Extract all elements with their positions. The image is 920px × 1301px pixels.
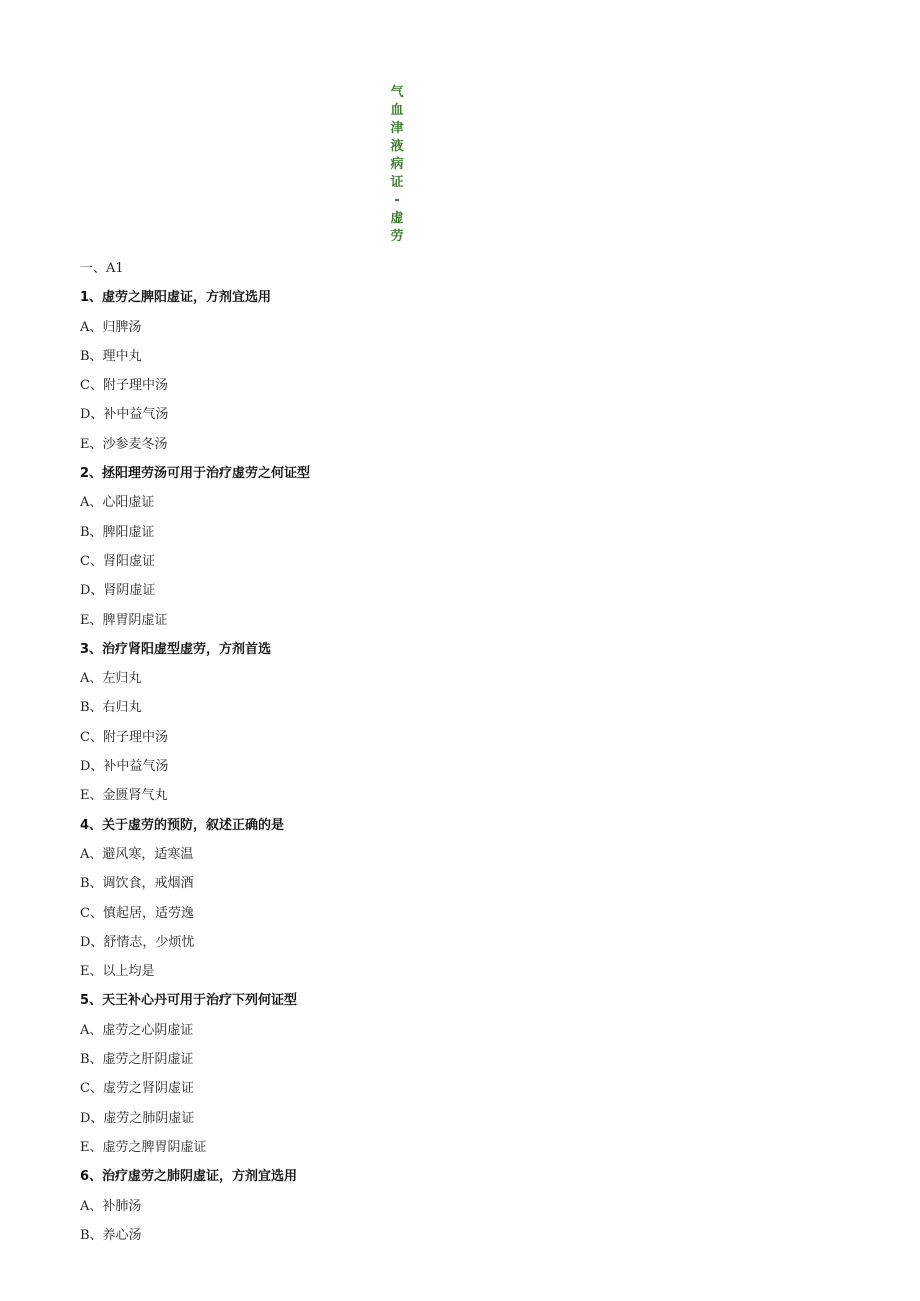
- question-block: [80, 635, 840, 811]
- answer-option: E、虚劳之脾胃阴虚证: [80, 1139, 207, 1155]
- title-char: 液: [390, 139, 404, 154]
- question-block: [80, 811, 840, 987]
- title-char: -: [394, 193, 400, 208]
- answer-option: C、慎起居，适劳逸: [80, 905, 194, 921]
- answer-option: B、理中丸: [80, 348, 142, 364]
- answer-option: D、补中益气汤: [80, 759, 169, 775]
- answer-option: E、以上均是: [80, 964, 155, 980]
- question-stem: 2、拯阳理劳汤可用于治疗虚劳之何证型: [80, 466, 311, 482]
- answer-option: A、虚劳之心阴虚证: [80, 1022, 194, 1038]
- answer-option: E、金匮肾气丸: [80, 788, 168, 804]
- section-heading: 一、A1: [80, 261, 124, 276]
- question-block: [80, 986, 840, 1162]
- answer-option: B、虚劳之肝阴虚证: [80, 1052, 194, 1068]
- question-stem: 4、关于虚劳的预防，叙述正确的是: [80, 817, 285, 833]
- question-stem: 6、治疗虚劳之肺阴虚证，方剂宜选用: [80, 1169, 298, 1185]
- page-title: [388, 84, 406, 246]
- question-block: [80, 1162, 840, 1250]
- answer-option: C、虚劳之肾阴虚证: [80, 1081, 194, 1097]
- answer-option: C、附子理中汤: [80, 378, 168, 394]
- title-char: 津: [390, 121, 404, 136]
- answer-option: D、肾阴虚证: [80, 583, 156, 599]
- answer-option: D、舒情志，少烦忧: [80, 934, 195, 950]
- answer-option: B、养心汤: [80, 1227, 142, 1243]
- answer-option: A、补肺汤: [80, 1198, 142, 1214]
- title-char: 血: [390, 103, 404, 118]
- answer-option: E、脾胃阴虚证: [80, 612, 168, 628]
- answer-option: A、心阳虚证: [80, 495, 155, 511]
- title-char: 劳: [390, 229, 404, 244]
- question-list: [80, 254, 840, 1250]
- title-char: 病: [390, 157, 404, 172]
- answer-option: D、虚劳之肺阴虚证: [80, 1110, 195, 1126]
- question-block: [80, 459, 840, 635]
- answer-option: A、避风寒，适寒温: [80, 846, 194, 862]
- answer-option: D、补中益气汤: [80, 407, 169, 423]
- question-stem: 1、虚劳之脾阳虚证，方剂宜选用: [80, 290, 272, 306]
- answer-option: C、肾阳虚证: [80, 553, 155, 569]
- title-char: 虚: [390, 211, 404, 226]
- question-stem: 5、天王补心丹可用于治疗下列何证型: [80, 993, 298, 1009]
- answer-option: A、左归丸: [80, 671, 142, 687]
- answer-option: A、归脾汤: [80, 319, 142, 335]
- answer-option: B、右归丸: [80, 700, 142, 716]
- answer-option: B、脾阳虚证: [80, 524, 155, 540]
- title-char: 气: [390, 85, 404, 100]
- title-char: 证: [390, 175, 404, 190]
- answer-option: B、调饮食，戒烟酒: [80, 876, 194, 892]
- answer-option: E、沙参麦冬汤: [80, 436, 168, 452]
- question-block: [80, 283, 840, 459]
- question-stem: 3、治疗肾阳虚型虚劳，方剂首选: [80, 641, 272, 657]
- answer-option: C、附子理中汤: [80, 729, 168, 745]
